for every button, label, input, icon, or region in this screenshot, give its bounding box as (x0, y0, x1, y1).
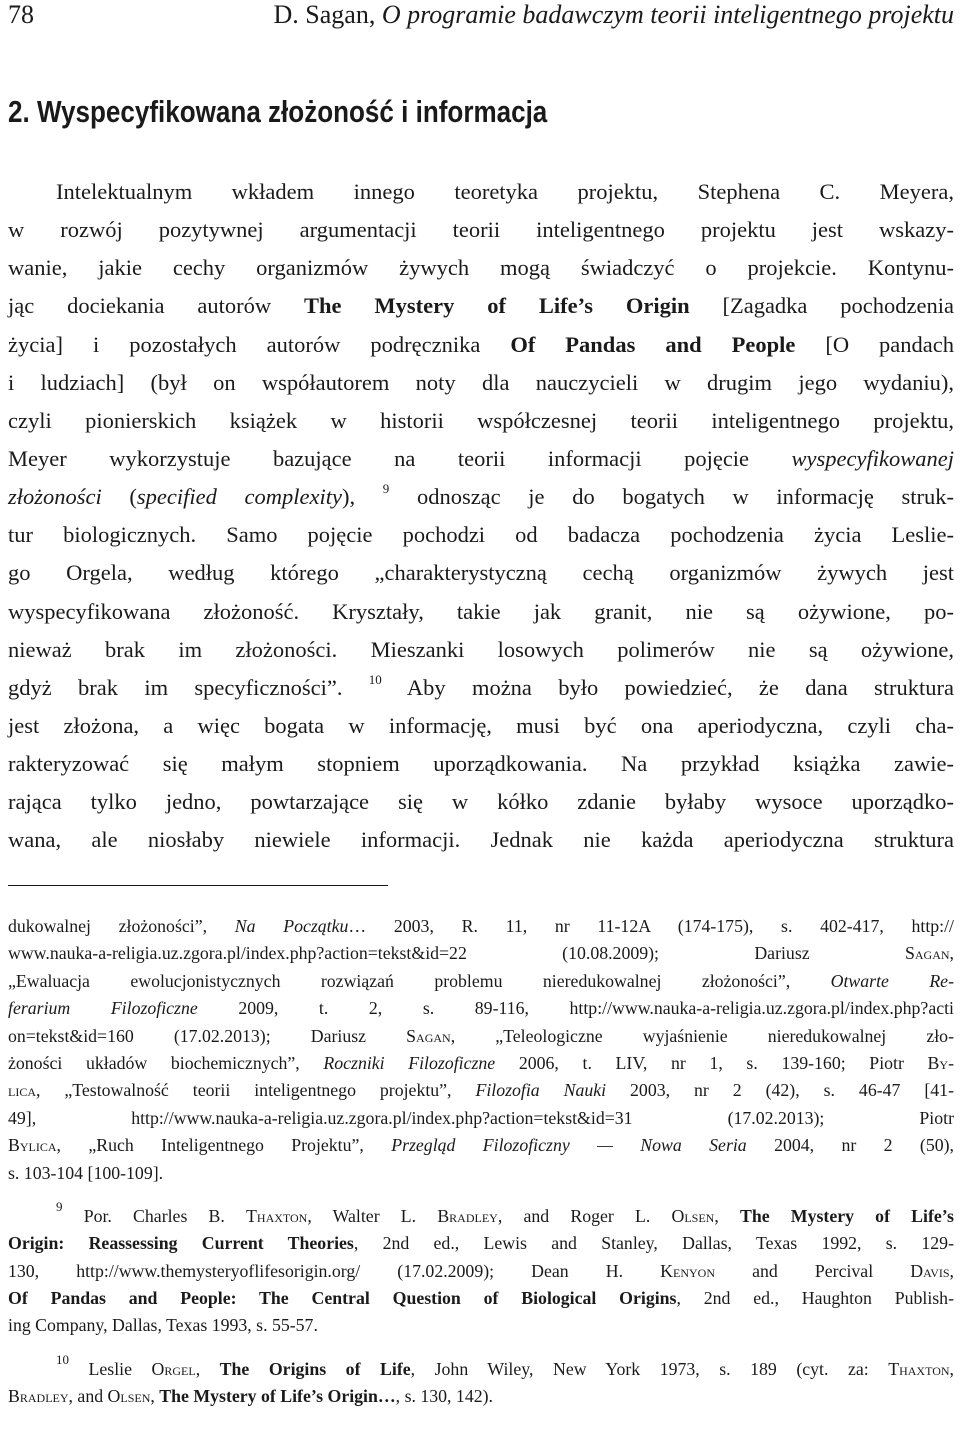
book-title: Of Pandas and People (510, 331, 796, 357)
footnote-line: 130, http://www.themysteryoflifesorigin.org/ (17.02.2009); Dean H. Kenyon and Percival Davis, (8, 1260, 954, 1281)
footnote-10 (8, 1351, 954, 1411)
footnote-line: ing Company, Dallas, Texas 1993, s. 55-57. (8, 1315, 318, 1336)
footnote-line: on=tekst&id=160 (17.02.2013); Dariusz Sagan, „Teleologiczne wyjaśnienie nieredukowalnej zło- (8, 1025, 954, 1046)
body-line: i ludziach] (był on współautorem noty dla nauczycieli w drugim jego wydaniu), (8, 369, 954, 395)
footnote-ref: 10 (368, 671, 382, 687)
body-text (8, 173, 954, 860)
footnote-line: s. 103-104 [100-109]. (8, 1162, 164, 1183)
footnote-line: dukowalnej złożoności”, Na Początku… 2003, R. 11, nr 11-12A (174-175), s. 402-417, http:// (8, 916, 954, 936)
footnote-line: ferarium Filozoficzne 2009, t. 2, s. 89-116, http://www.nauka-a-religia.uz.zgora.pl/index.php?acti (8, 998, 954, 1019)
body-line: wyspecyfikowana złożoność. Kryształy, takie jak granit, nie są ożywione, po- (8, 598, 954, 624)
footnote-line: www.nauka-a-religia.uz.zgora.pl/index.php?action=tekst&id=22 (10.08.2009); Dariusz Sagan, (8, 943, 954, 964)
footnote-continuation (8, 913, 954, 1187)
body-line: czyli pionierskich książek w historii współczesnej teorii inteligentnego projektu, (8, 407, 954, 433)
body-line: rakteryzować się małym stopniem uporządkowania. Na przykład książka zawie- (8, 751, 954, 777)
footnote-line: Bradley, and Olsen, The Mystery of Life’s Origin…, s. 130, 142). (8, 1386, 493, 1407)
section-heading: 2. Wyspecyfikowana złożoność i informacja (8, 94, 548, 129)
footnote-separator (8, 885, 388, 886)
footnote-line: Of Pandas and People: The Central Question of Biological Origins, 2nd ed., Haughton Publish- (8, 1288, 954, 1309)
footnote-9 (8, 1198, 954, 1340)
footnote-number: 9 (56, 1198, 63, 1214)
body-line: go Orgela, według którego „charakterystyczną cechą organizmów żywych jest (8, 560, 954, 586)
body-line: nieważ brak im złożoności. Mieszanki losowych polimerów nie są ożywione, (8, 636, 954, 662)
footnote-line: 49], http://www.nauka-a-religia.uz.zgora.pl/index.php?action=tekst&id=31 (17.02.2013); Piotr (8, 1107, 954, 1128)
footnote-number: 10 (56, 1351, 69, 1367)
book-title: The Mystery of Life’s Origin (304, 293, 690, 319)
footnotes (8, 913, 954, 1411)
footnote-line: Bylica, „Ruch Inteligentnego Projektu”, Przegląd Filozoficzny — Nowa Seria 2004, nr 2 (50), (8, 1135, 954, 1156)
body-line: rająca tylko jedno, powtarzające się w kółko zdanie byłaby wysoce uporządko- (8, 789, 954, 815)
body-line: w rozwój pozytywnej argumentacji teorii inteligentnego projektu jest wskazy- (8, 217, 954, 243)
body-line: złożoności (specified complexity), $^9$ odnosząc je do bogatych w informację struk- (8, 481, 954, 510)
body-line: jąc dociekania autorów The Mystery of Life’s Origin [Zagadka pochodzenia (8, 293, 954, 319)
footnote-line: Origin: Reassessing Current Theories, 2nd ed., Lewis and Stanley, Dallas, Texas 1992, s. 129- (8, 1233, 954, 1254)
page-number: 78 (8, 0, 34, 29)
footnote-line: lica, „Testowalność teorii inteligentnego projektu”, Filozofia Nauki 2003, nr 2 (42), s. 46-47 [41- (8, 1080, 954, 1101)
running-header (8, 0, 954, 30)
footnote-ref: 9 (382, 481, 390, 497)
body-line: życia] i pozostałych autorów podręcznika Of Pandas and People [O pandach (8, 331, 955, 357)
body-line: tur biologicznych. Samo pojęcie pochodzi od badacza pochodzenia życia Leslie- (8, 522, 954, 548)
body-line: Meyer wykorzystuje bazujące na teorii informacji pojęcie wyspecyfikowanej (8, 445, 954, 471)
body-line: jest złożona, a więc bogata w informację, musi być ona aperiodyczna, czyli cha- (8, 712, 954, 738)
body-line: Intelektualnym wkładem innego teoretyka projektu, Stephena C. Meyera, (56, 179, 954, 204)
body-line: wana, ale niosłaby niewiele informacji. Jednak nie każda aperiodyczna struktura (8, 827, 954, 853)
body-line: wanie, jakie cechy organizmów żywych mogą świadczyć o projekcie. Kontynu- (8, 255, 954, 281)
footnote-line: żoności układów biochemicznych”, Roczniki Filozoficzne 2006, t. LIV, nr 1, s. 139-160; Piotr By- (8, 1052, 954, 1073)
footnote-line: $^9$ Por. Charles B. Thaxton, Walter L. Bradley, and Roger L. Olsen, The Mystery of Life’s (56, 1198, 954, 1226)
body-line: gdyż brak im specyficzności”. $^{10}$ Aby można było powiedzieć, że dana struktura (8, 671, 954, 700)
running-title: D. Sagan, O programie badawczym teorii inteligentnego projektu (273, 0, 954, 29)
footnote-line: „Ewaluacja ewolucjonistycznych rozwiązań problemu nieredukowalnej złożoności”, Otwarte Re- (8, 970, 955, 991)
footnote-line: $^{10}$ Leslie Orgel, The Origins of Life, John Wiley, New York 1973, s. 189 (cyt. za: Thaxton, (56, 1351, 954, 1379)
